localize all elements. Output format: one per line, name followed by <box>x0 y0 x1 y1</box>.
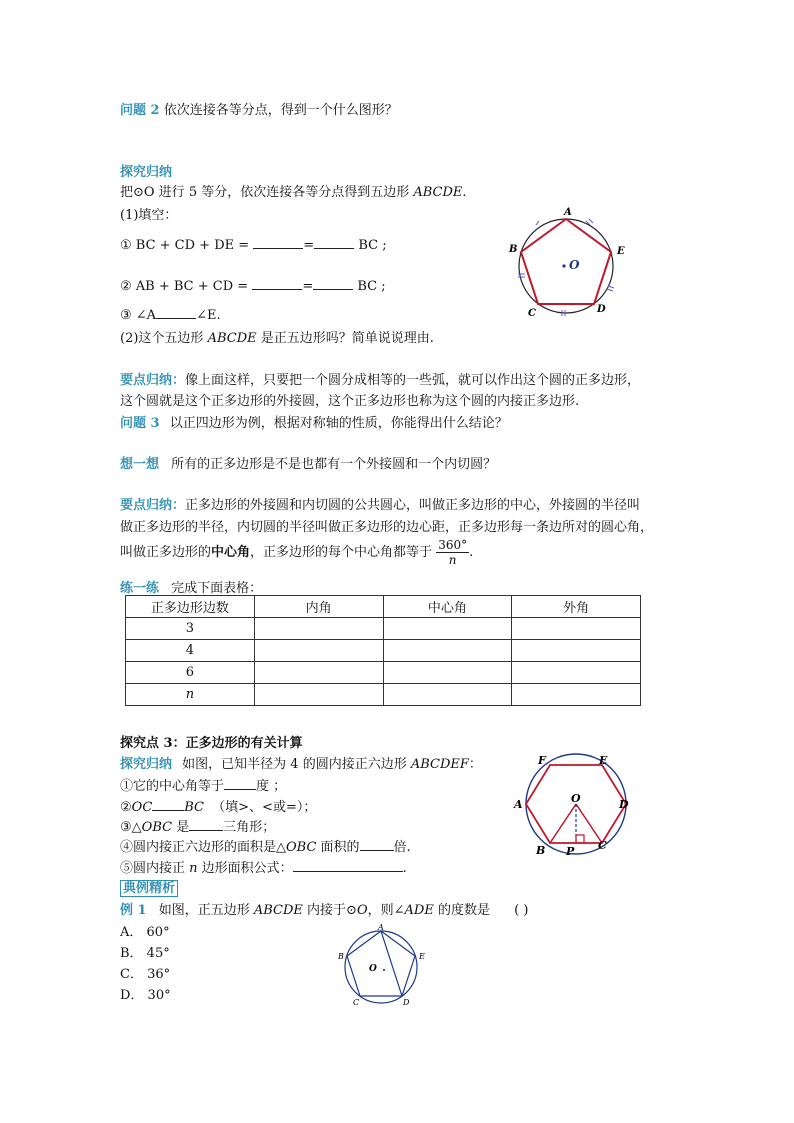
table-cell: 4 <box>126 640 255 662</box>
text: ① BC + CD + DE = <box>120 238 250 253</box>
think-text: 所有的正多边形是不是也都有一个外接圆和一个内切圆？ <box>171 457 497 472</box>
table-cell <box>254 640 383 662</box>
think-prompt <box>120 453 496 472</box>
table-cell: n <box>126 684 255 706</box>
question-text: 以正四边形为例，根据对称轴的性质，你能得出什么结论？ <box>169 416 508 431</box>
option-d: D． 30° <box>120 988 171 1003</box>
text: 像上面这样，只要把一个圆分成相等的一些弧，就可以作出这个圆的正多边形， <box>185 373 641 388</box>
circle <box>345 931 417 1003</box>
vertex-label: D <box>597 304 606 315</box>
point3-item-5 <box>120 857 407 876</box>
table-header: 正多边形边数 <box>126 596 255 618</box>
text: （填>、<或=）； <box>212 800 317 815</box>
keypoint-1-line1 <box>120 369 640 388</box>
text: ，正多边形的每个中心角都等于 <box>250 545 433 560</box>
table-row <box>126 618 641 640</box>
text: = <box>302 279 314 294</box>
vertex-label: E <box>617 246 625 257</box>
blank <box>156 306 196 319</box>
table-cell: 6 <box>126 662 255 684</box>
text: 面积的 <box>316 840 360 855</box>
section-title: 探究点 3：正多边形的有关计算 <box>120 736 303 751</box>
answer-blank: ( ) <box>514 903 529 918</box>
fraction <box>436 538 469 567</box>
text: 倍. <box>393 840 411 855</box>
text: ABCDEF <box>410 757 469 772</box>
blank <box>189 818 223 831</box>
text: ③ ∠A <box>120 308 157 323</box>
explore-heading: 探究归纳 <box>120 165 173 180</box>
table-cell <box>383 684 512 706</box>
center-dot <box>383 969 385 971</box>
question-text: 依次连接各等分点，得到一个什么图形？ <box>163 103 398 118</box>
point3-intro <box>120 753 482 772</box>
table-cell <box>383 640 512 662</box>
point3-item-3 <box>120 816 275 835</box>
vertex-label: C <box>598 839 607 852</box>
point3-item-4 <box>120 836 411 855</box>
text: BC ; <box>358 238 387 253</box>
vertex-label: C <box>353 998 360 1006</box>
text: ⑤圆内接正 <box>120 861 190 876</box>
text: ABCDE <box>207 331 257 346</box>
question-2 <box>120 99 398 118</box>
practice-text: 完成下面表格： <box>171 581 263 596</box>
vertex-label: A <box>564 207 572 218</box>
radius-oc <box>576 804 602 843</box>
fill-item-2 <box>120 277 386 294</box>
table-cell <box>512 662 641 684</box>
blank <box>253 236 303 249</box>
fill-item-1 <box>120 236 387 253</box>
table-cell <box>383 662 512 684</box>
text: ② <box>120 800 132 815</box>
keypoint-tag: 要点归纳： <box>120 498 186 513</box>
text: 是正五边形吗？简单说说理由. <box>256 331 434 346</box>
vertex-label: C <box>528 308 536 319</box>
text: 的度数是 <box>433 903 490 918</box>
radius-ob <box>550 804 576 843</box>
center-label: O <box>369 964 377 974</box>
text: 内接于⊙ <box>302 903 357 918</box>
vertex-label: A <box>378 923 384 932</box>
pentagon-figure <box>498 202 638 322</box>
blank <box>360 838 394 851</box>
text: 把⊙O 进行 5 等分，依次连接各等分点得到五边形 <box>120 185 414 200</box>
text: ABCDE <box>253 903 303 918</box>
vertex-label: D <box>403 998 410 1006</box>
text: ④圆内接正六边形的面积是△ <box>120 840 286 855</box>
blank <box>252 277 302 290</box>
table-cell <box>512 684 641 706</box>
text: 是 <box>172 820 190 835</box>
fill-label: (1)填空： <box>120 208 178 223</box>
text: (2)这个五边形 <box>120 331 208 346</box>
table-cell <box>254 684 383 706</box>
text: ，则∠ <box>367 903 405 918</box>
blank <box>313 277 353 290</box>
table-header: 外角 <box>512 596 641 618</box>
text: 叫做正多边形的 <box>120 545 212 560</box>
vertex-label: B <box>509 244 518 255</box>
point3-item-2 <box>120 796 316 815</box>
text: 如图，正五边形 <box>158 903 254 918</box>
center-label: O <box>569 258 580 272</box>
vertex-label: E <box>419 952 425 961</box>
keypoint-1-line2: 这个圆就是这个正多边形的外接圆，这个正多边形也称为这个圆的内接正多边形. <box>120 394 580 409</box>
text: . <box>462 185 467 200</box>
think-tag: 想一想 <box>120 457 160 472</box>
text: n <box>189 861 198 876</box>
option-a: A． 60° <box>120 925 170 940</box>
question-tag: 问题 3 <box>120 416 160 431</box>
right-angle-mark <box>576 835 584 843</box>
polygon-table <box>125 595 641 706</box>
explore-tag: 探究归纳 <box>120 757 173 772</box>
circle <box>519 219 613 313</box>
keypoint-2-line1 <box>120 494 640 513</box>
vertex-label: P <box>566 845 575 858</box>
question-line <box>120 327 434 346</box>
fraction-denominator: n <box>448 553 457 567</box>
text: 度 ； <box>256 779 287 794</box>
option-b: B． 45° <box>120 946 170 961</box>
example-section <box>120 877 178 896</box>
vertex-label: D <box>619 798 629 811</box>
vertex-label: A <box>514 798 523 811</box>
text: . <box>402 861 407 876</box>
table-row <box>126 640 641 662</box>
practice-prompt <box>120 577 262 596</box>
diagonal-ad <box>381 931 402 996</box>
text: . <box>469 545 474 560</box>
keypoint-2-line3 <box>120 538 473 567</box>
keypoint-tag: 要点归纳： <box>120 373 186 388</box>
center-label: O <box>571 792 581 805</box>
table-cell <box>254 662 383 684</box>
text: 正多边形的外接圆和内切圆的公共圆心，叫做正多边形的中心，外接圆的半径叫 <box>185 498 641 513</box>
keypoint-2-line2: 做正多边形的半径，内切圆的半径叫做正多边形的边心距，正多边形每一条边所对的圆心角， <box>120 520 654 535</box>
example-tag: 例 1 <box>120 903 147 918</box>
table-cell <box>383 618 512 640</box>
text: OC <box>131 800 153 815</box>
text: ABCDE <box>413 185 463 200</box>
example-1 <box>120 899 528 918</box>
text: 三角形； <box>223 820 276 835</box>
table-row <box>126 684 641 706</box>
option-c: C． 36° <box>120 967 171 982</box>
table-cell <box>512 618 641 640</box>
explore-line1 <box>120 181 467 200</box>
blank <box>224 777 256 790</box>
table-header-row <box>126 596 641 618</box>
text: ∠E. <box>196 308 221 323</box>
text: BC <box>184 800 205 815</box>
fraction-numerator: 360° <box>438 538 468 552</box>
question-3 <box>120 412 508 431</box>
table-header: 中心角 <box>383 596 512 618</box>
text: = <box>303 238 315 253</box>
bold-term: 中心角 <box>211 545 251 560</box>
table-cell <box>254 618 383 640</box>
text: OBC <box>286 840 317 855</box>
text: ② AB + BC + CD = <box>120 279 249 294</box>
table-row <box>126 662 641 684</box>
table-cell: 3 <box>126 618 255 640</box>
text: ③△ <box>120 820 142 835</box>
text: OBC <box>141 820 173 835</box>
text: 如图，已知半径为 4 的圆内接正六边形 <box>182 757 411 772</box>
question-tag: 问题 2 <box>120 103 160 118</box>
blank <box>314 236 354 249</box>
blank <box>293 859 403 872</box>
vertex-label: B <box>536 844 546 857</box>
vertex-label: E <box>599 754 608 767</box>
text: BC ; <box>357 279 386 294</box>
section-label: 典例精析 <box>120 880 178 897</box>
vertex-label: B <box>338 952 344 961</box>
text: ADE <box>404 903 434 918</box>
example-pentagon-figure <box>334 922 434 1006</box>
fill-item-3 <box>120 306 221 323</box>
text: 边形面积公式： <box>197 861 293 876</box>
table-cell <box>512 640 641 662</box>
text: ①它的中心角等于 <box>120 779 225 794</box>
text: O <box>356 903 368 918</box>
point3-item-1 <box>120 775 286 794</box>
hexagon-figure <box>510 752 638 860</box>
table-header: 内角 <box>254 596 383 618</box>
vertex-label: F <box>538 754 546 767</box>
center-dot <box>562 264 565 267</box>
practice-tag: 练一练 <box>120 581 160 596</box>
text: ： <box>468 757 482 772</box>
blank <box>152 798 184 811</box>
